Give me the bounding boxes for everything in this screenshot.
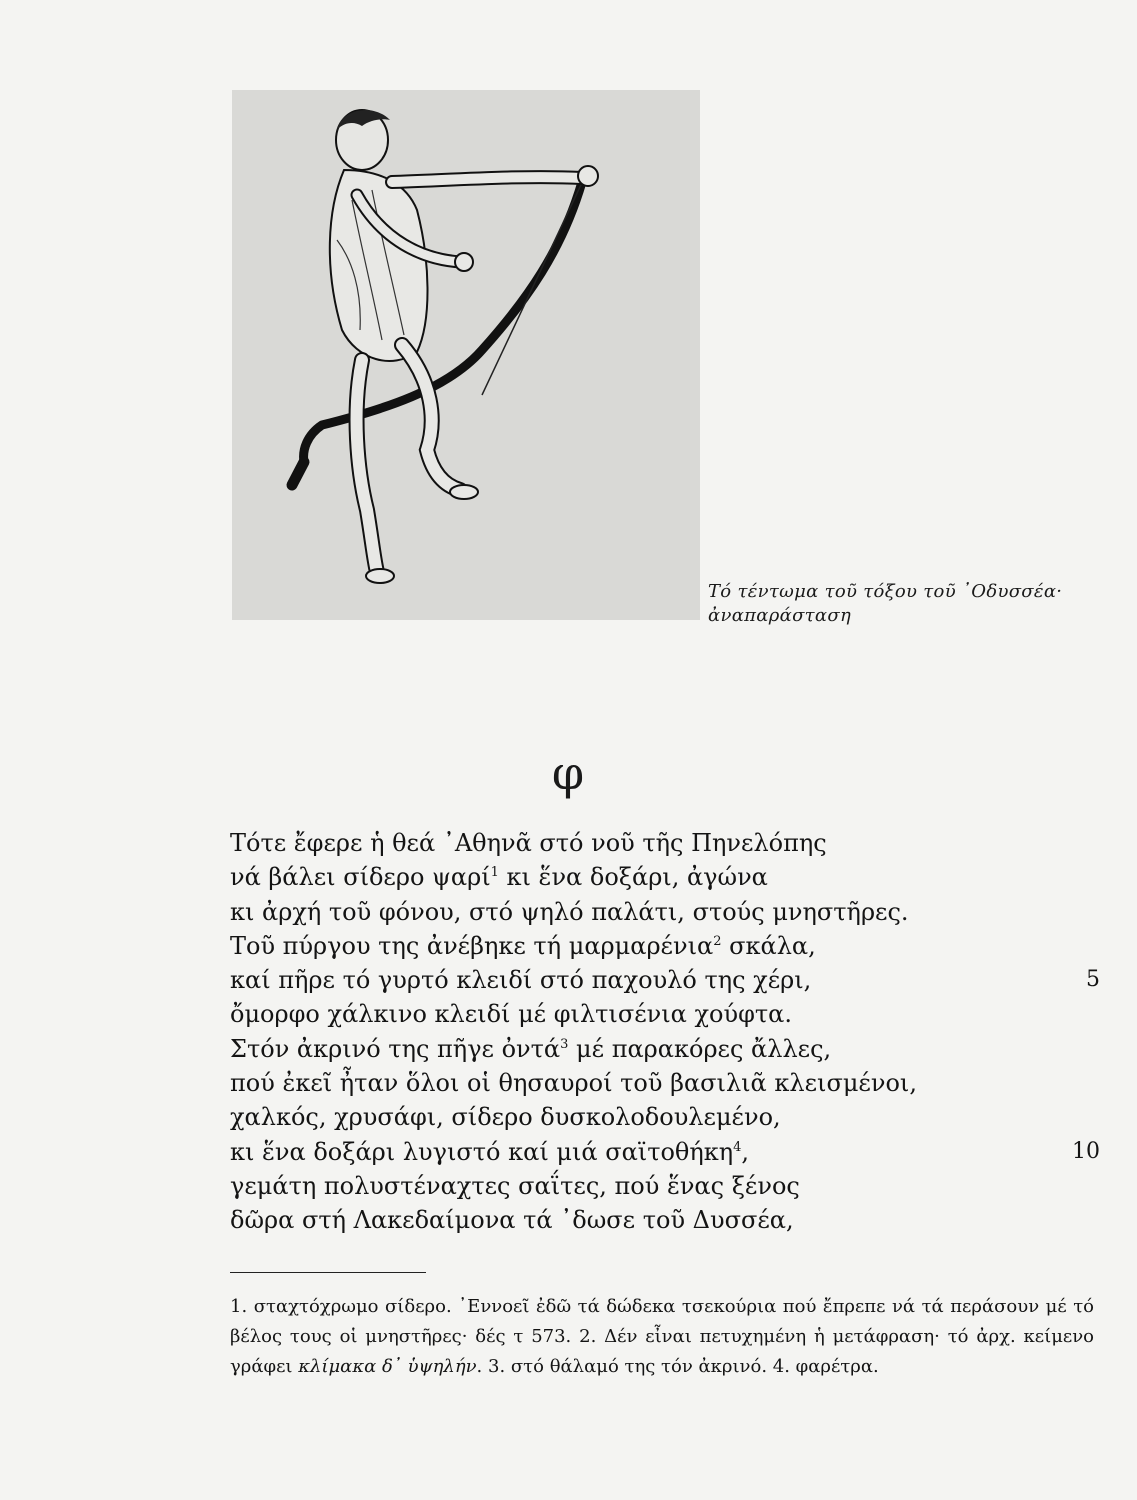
poem-line-text: πού ἐκεῖ ἦταν ὅλοι οἱ θησαυροί τοῦ βασιλιᾶ κλεισμένοι, [230, 1069, 917, 1098]
footnote-marker: 4 [733, 1139, 742, 1155]
figure-caption [708, 580, 1128, 628]
poem-text [230, 826, 1100, 1238]
footnote-marker: 1 [490, 865, 499, 881]
line-number: 5 [1086, 967, 1100, 993]
line-number: 10 [1072, 1138, 1100, 1164]
poem-line [230, 963, 1100, 997]
poem-line-text: κι ἕνα δοξάρι, ἀγώνα [498, 863, 768, 892]
poem-line-text: μέ παρακόρες ἄλλες, [568, 1034, 832, 1063]
poem-line [230, 997, 1100, 1031]
poem-line [230, 1066, 1100, 1100]
poem-line-text: καί πῆρε τό γυρτό κλειδί στό παχουλό της χέρι, [230, 966, 812, 995]
poem-line-text: σκάλα, [721, 931, 816, 960]
poem-line-text: Τότε ἔφερε ἡ θεά ᾿Αθηνᾶ στό νοῦ τῆς Πηνελόπης [230, 829, 827, 857]
poem-line [230, 1100, 1100, 1134]
archer-drawing [232, 90, 700, 620]
caption-line: Τό τέντωμα τοῦ τόξου τοῦ ᾿Οδυσσέα· [708, 581, 1063, 602]
poem-line [230, 1169, 1100, 1203]
footnote-text: 1. σταχτόχρωμο σίδερο. ᾿Εννοεῖ ἐδῶ τά δώδεκα τσεκούρια πού ἔπρεπε νά τά περάσουν μέ τό βέλος τους οἱ μνηστῆρες· δές τ 573. 2. Δέν εἶναι πετυχημένη ἡ μετάφραση· τό ἀρχ. κείμενο γράφει [230, 1296, 1094, 1377]
footnote-quote: κλίμακα δ᾿ ὑψηλήν [298, 1356, 477, 1377]
illustration [232, 90, 700, 620]
poem-line [230, 895, 1100, 929]
poem-line [230, 1203, 1100, 1237]
poem-line-text: Τοῦ πύργου της ἀνέβηκε τή μαρμαρένια [230, 931, 714, 960]
chapter-letter: φ [551, 746, 585, 800]
poem-line-text: γεμάτη πολυστέναχτες σαΐτες, πού ἕνας ξένος [230, 1171, 800, 1200]
poem-line [230, 1135, 1100, 1169]
poem-line-text: Στόν ἀκρινό της πῆγε ὀντά [230, 1034, 561, 1063]
poem-line-text: νά βάλει σίδερο ψαρί [230, 863, 491, 892]
footnote-marker: 2 [713, 933, 722, 949]
footnote-marker: 3 [560, 1036, 569, 1052]
caption-line: ἀναπαράσταση [708, 605, 852, 626]
poem-line-text: χαλκός, χρυσάφι, σίδερο δυσκολοδουλεμένο, [230, 1103, 781, 1132]
poem-line-text: κι ἕνα δοξάρι λυγιστό καί μιά σαϊτοθήκη [230, 1137, 734, 1166]
poem-line-text: , [741, 1137, 750, 1166]
poem-line [230, 826, 1100, 860]
poem-line [230, 1032, 1100, 1066]
poem-line-text: κι ἀρχή τοῦ φόνου, στό ψηλό παλάτι, στούς μνηστῆρες. [230, 897, 909, 926]
footnote-divider [230, 1272, 426, 1273]
poem-line [230, 860, 1100, 894]
poem-line [230, 929, 1100, 963]
footnotes [230, 1292, 1094, 1382]
footnote-text: . 3. στό θάλαμό της τόν ἀκρινό. 4. φαρέτρα. [476, 1356, 879, 1377]
poem-line-text: ὄμορφο χάλκινο κλειδί μέ φιλτισένια χούφτα. [230, 1000, 792, 1029]
poem-line-text: δῶρα στή Λακεδαίμονα τά ᾿δωσε τοῦ Δυσσέα, [230, 1206, 794, 1235]
